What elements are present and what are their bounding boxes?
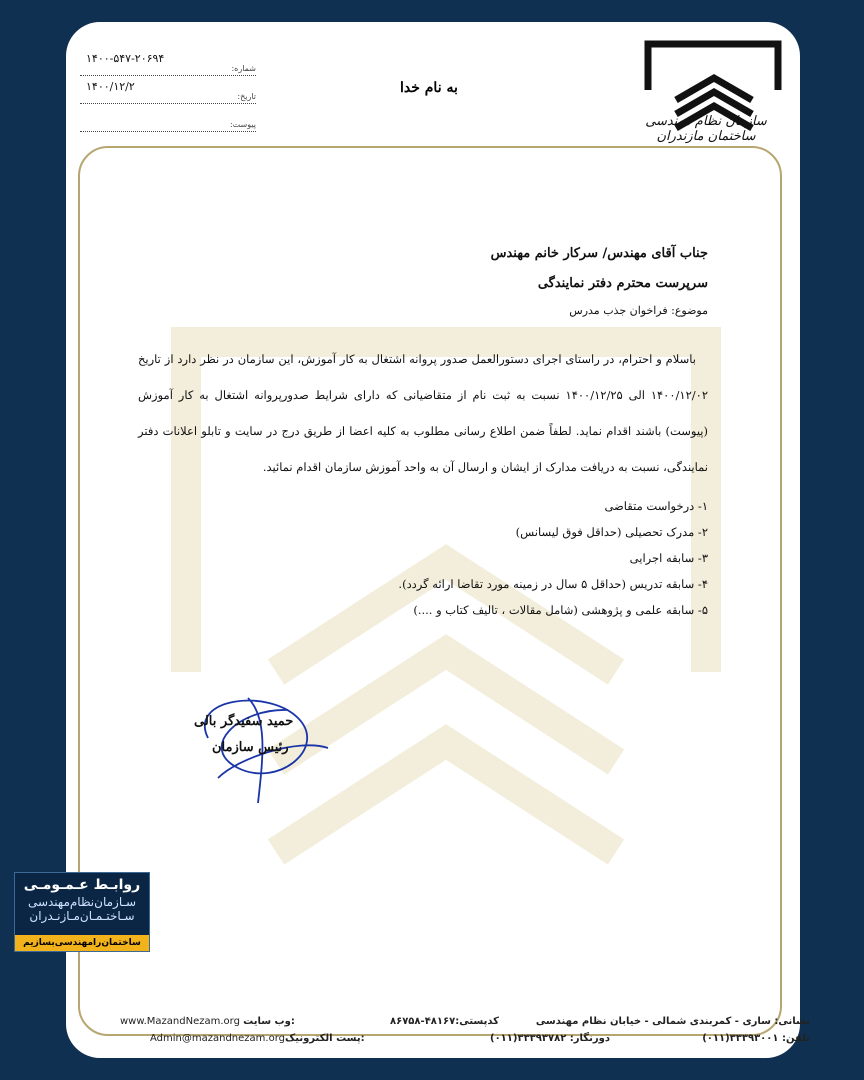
- number-row: [80, 52, 256, 76]
- body-paragraph: باسلام و احترام، در راستای اجرای دستورالعمل صدور پروانه اشتغال به کار آموزش، این سازمان در نظر دارد از تاریخ ۱۴۰۰/۱۲/۰۲ الی ۱۴۰۰/۱۲/۲۵ نسبت به ثبت نام از متقاضیانی که دارای شرایط صدورپروانه اشتغال به کار آموزش (پیوست) باشند اقدام نماید. لطفاً ضمن اطلاع رسانی مطلوب به کلیه اعضا از طریق درج در سایت و تابلو اعلانات دفتر نمایندگی، نسبت به دریافت مدارک از ایشان و ارسال آن به واحد آموزش سازمان اقدام نمائید.: [138, 352, 708, 474]
- footer-tel: تلفن: ۳۳۳۹۳۰۰۱(۰۱۱): [702, 1033, 810, 1044]
- list-item: ۴- سابقه تدریس (حداقل ۵ سال در زمینه مورد تقاضا ارائه گردد).: [398, 577, 708, 591]
- signer-title: رئیس سازمان: [212, 740, 289, 755]
- footer-fax: دورنگار: ۳۳۳۹۳۷۸۲(۰۱۱): [490, 1033, 610, 1044]
- requirements-list: [138, 493, 708, 623]
- footer: [120, 1016, 810, 1056]
- attachment-label: پیوست:: [229, 120, 256, 129]
- list-item: ۱- درخواست متقاضی: [604, 499, 708, 513]
- public-relations-badge: [14, 872, 150, 952]
- date-label: تاریخ:: [237, 92, 256, 101]
- date-value: ۱۴۰۰/۱۲/۲: [86, 80, 135, 93]
- list-item: ۵- سابقه علمی و پژوهشی (شامل مقالات ، تالیف کتاب و ....): [413, 603, 708, 617]
- basmala: به نام خدا: [400, 80, 458, 96]
- email-label: پست الکترونیک:: [285, 1033, 365, 1044]
- number-label: شماره:: [231, 64, 256, 73]
- letter-meta: [80, 52, 256, 136]
- badge-slogan: ساختمان‌رامهندسی‌بسازیم: [15, 935, 149, 951]
- badge-line-3: سـاختـمـان‌مـازنـدران: [29, 909, 135, 923]
- addressee-title: سرپرست محترم دفتر نمایندگی: [537, 276, 708, 291]
- letter-body: [138, 246, 708, 623]
- website-value[interactable]: www.MazandNezam.org: [120, 1016, 240, 1027]
- website-label: وب سایت:: [243, 1016, 295, 1027]
- number-value: ۱۴۰۰-۵۴۷-۲۰۶۹۴: [86, 52, 165, 65]
- attachment-row: [80, 108, 256, 132]
- footer-postal-code: کدپستی:۴۸۱۶۷-۸۶۷۵۸: [390, 1016, 499, 1027]
- addressee: جناب آقای مهندس/ سرکار خانم مهندس: [490, 246, 708, 261]
- badge-title: روابـط عـمـومـی: [23, 877, 141, 893]
- letter-page: [66, 22, 810, 1058]
- email-value[interactable]: Admin@mazandnezam.org: [150, 1033, 285, 1044]
- signer-name: حمید سفیدگر بالی: [194, 714, 294, 729]
- subject: موضوع: فراخوان جذب مدرس: [569, 304, 708, 317]
- footer-address: نشانی: ساری - کمربندی شمالی - خیابان نظام مهندسی: [535, 1016, 810, 1027]
- badge-line-2: سـازمان‌نظام‌مهندسی: [27, 895, 137, 909]
- list-item: ۳- سابقه اجرایی: [629, 551, 708, 565]
- list-item: ۲- مدرک تحصیلی (حداقل فوق لیسانس): [515, 525, 708, 539]
- footer-website: [120, 1016, 295, 1027]
- footer-email: [150, 1033, 365, 1044]
- date-row: [80, 80, 256, 104]
- logo-text: سازمان نظام مهندسی ساختمان مازندران: [645, 114, 767, 144]
